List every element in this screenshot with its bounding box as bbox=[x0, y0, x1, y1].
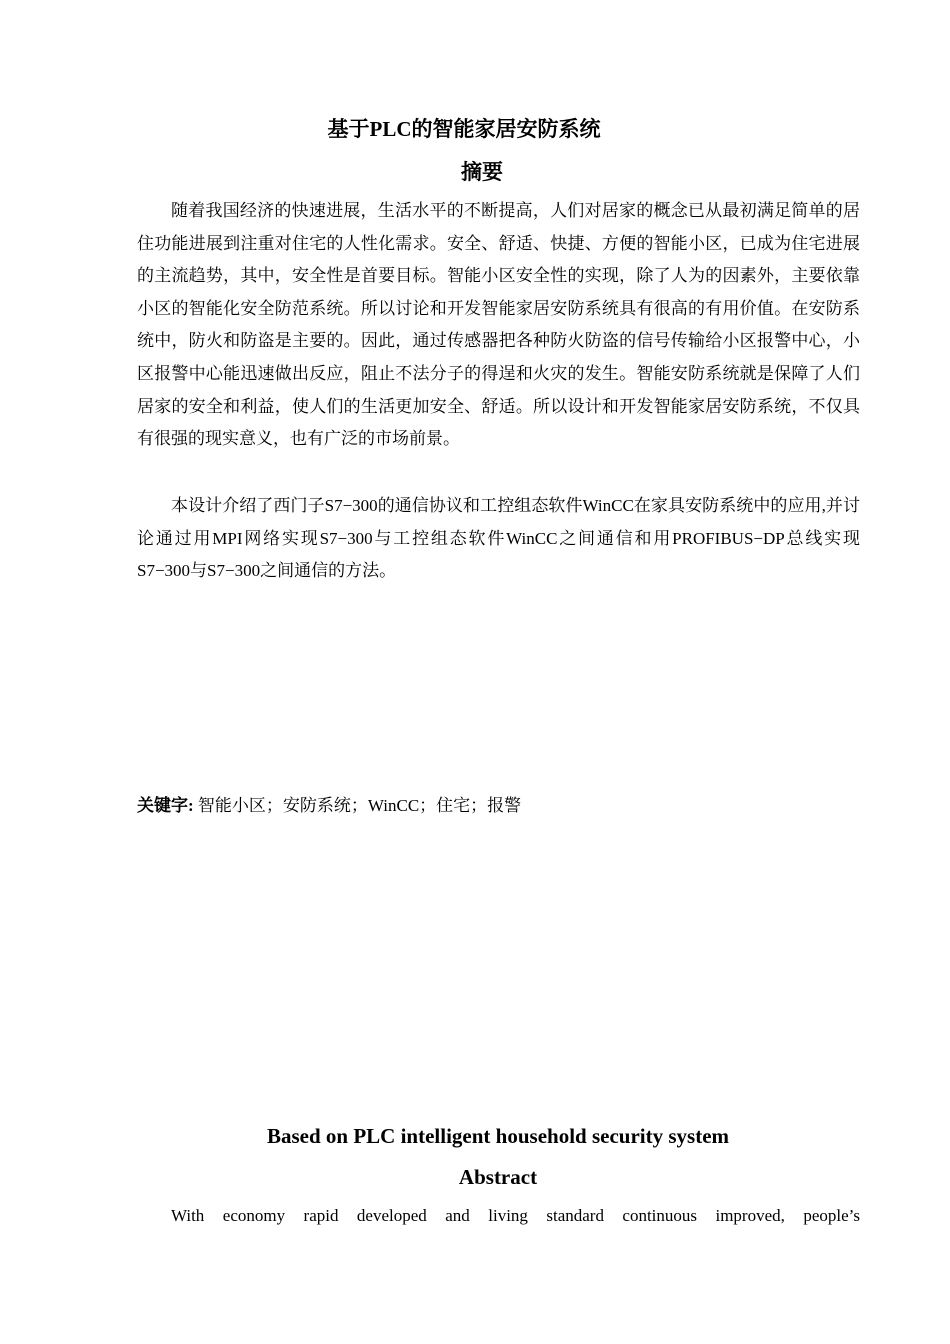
chinese-abstract-paragraph-1-block bbox=[137, 195, 860, 456]
chinese-keywords bbox=[137, 790, 521, 822]
english-abstract-heading: Abstract bbox=[458, 1165, 538, 1189]
keywords-value: 智能小区；安防系统；WinCC；住宅；报警 bbox=[193, 796, 522, 815]
chinese-abstract-paragraph-2-block bbox=[137, 490, 860, 588]
chinese-abstract-paragraph-1: 随着我国经济的快速进展，生活水平的不断提高，人们对居家的概念已从最初满足简单的居住功能进展到注重对住宅的人性化需求。安全、舒适、快捷、方便的智能小区，已成为住宅进展的主流趋势，其中，安全性是首要目标。智能小区安全性的实现，除了人为的因素外，主要依靠小区的智能化安全防范系统。所以讨论和开发智能家居安防系统具有很高的有用价值。在安防系统中，防火和防盗是主要的。因此，通过传感器把各种防火防盗的信号传输给小区报警中心，小区报警中心能迅速做出反应，阻止不法分子的得逞和火灾的发生。智能安防系统就是保障了人们居家的安全和利益，使人们的生活更加安全、舒适。所以设计和开发智能家居安防系统，不仅具有很强的现实意义，也有广泛的市场前景。 bbox=[137, 201, 860, 449]
english-title: Based on PLC intelligent household security system bbox=[266, 1124, 730, 1148]
english-abstract-paragraph-1: With economy rapid developed and living standard continuous improved, people’s bbox=[171, 1206, 860, 1225]
chinese-abstract-heading: 摘要 bbox=[461, 160, 503, 184]
chinese-title: 基于PLC的智能家居安防系统 bbox=[327, 117, 601, 141]
chinese-abstract-paragraph-2: 本设计介绍了西门子S7−300的通信协议和工控组态软件WinCC在家具安防系统中的应用,并讨论通过用MPI网络实现S7−300与工控组态软件WinCC之间通信和用PROFIBUS−DP总线实现S7−300与S7−300之间通信的方法。 bbox=[137, 496, 860, 581]
keywords-label: 关键字: bbox=[137, 796, 194, 815]
english-abstract-paragraph-block bbox=[137, 1200, 860, 1234]
